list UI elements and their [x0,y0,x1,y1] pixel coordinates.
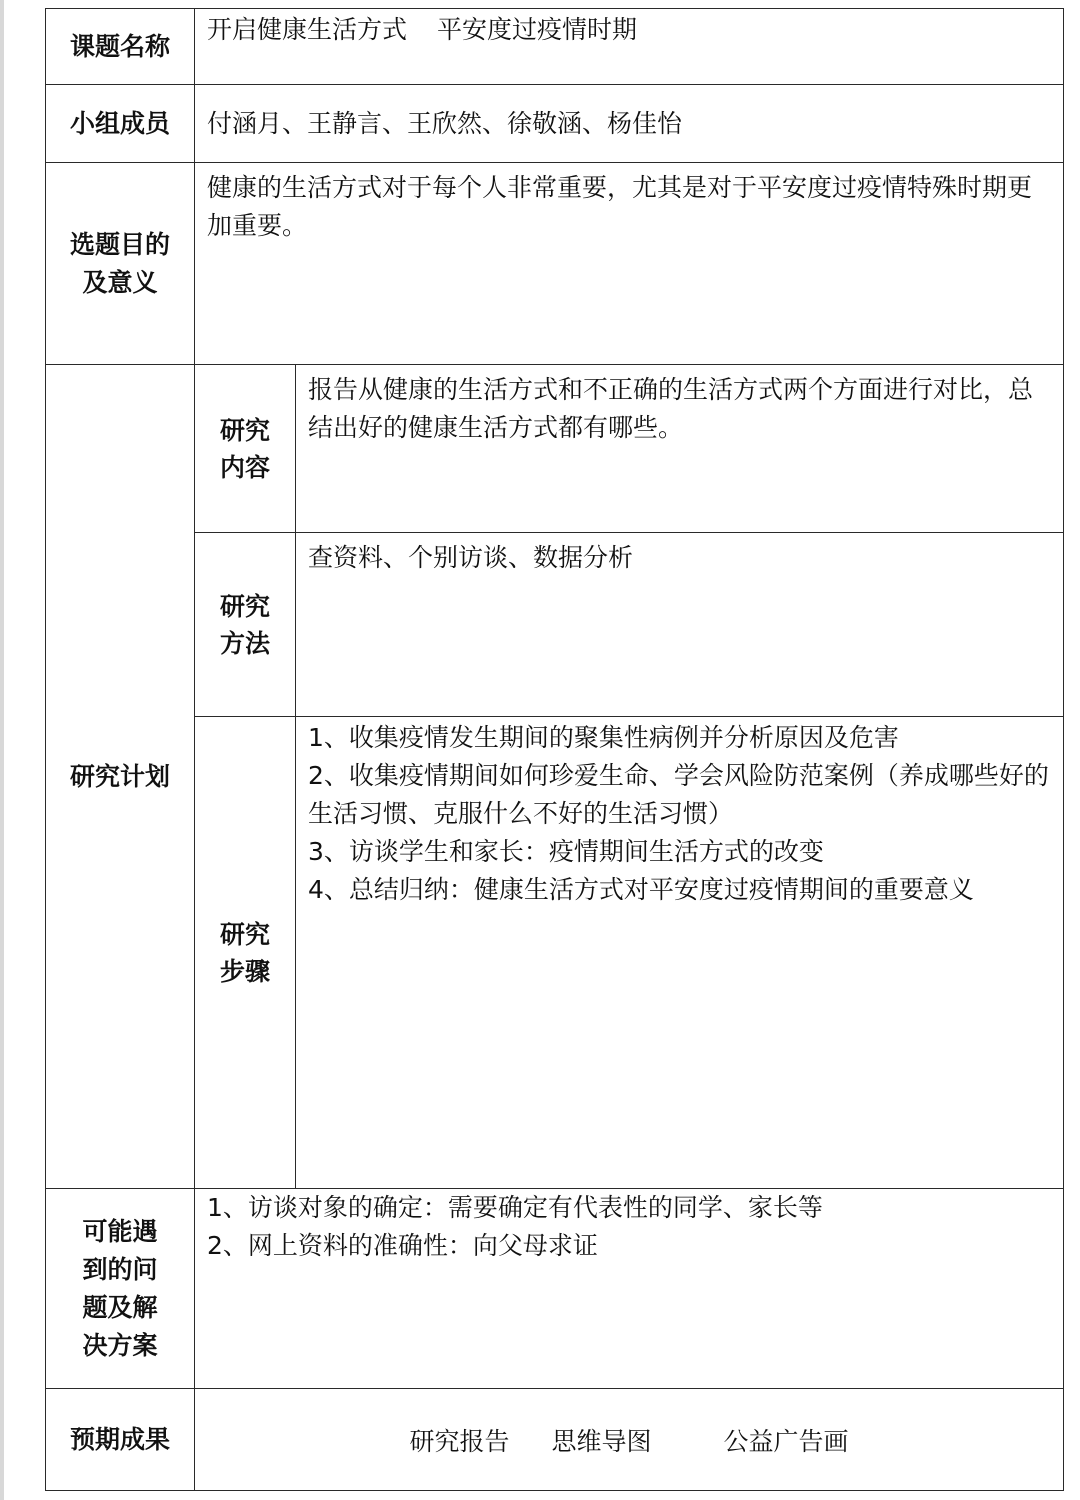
members-label-text: 小组成员 [69,108,170,138]
topic-value-cell [195,9,1064,85]
plan-method-row [46,533,1064,717]
steps-label-line2: 步骤 [219,956,270,986]
method-label-line1: 研究 [219,591,270,621]
method-value: 查资料、个别访谈、数据分析 [308,543,634,572]
purpose-value: 健康的生活方式对于每个人非常重要，尤其是对于平安度过疫情特殊时期更加重要。 [207,173,1033,240]
problems-item-2: 2、网上资料的准确性：向父母求证 [207,1231,598,1260]
problems-label-line1: 可能遇 [82,1216,158,1246]
method-label-line2: 方法 [219,628,270,658]
steps-item-3: 3、访谈学生和家长：疫情期间生活方式的改变 [308,837,824,866]
content-value-cell [296,365,1064,533]
steps-item-4: 4、总结归纳：健康生活方式对平安度过疫情期间的重要意义 [308,875,974,904]
content-label-line2: 内容 [219,452,270,482]
problems-row [46,1189,1064,1389]
research-proposal-table [45,8,1064,1491]
problems-value-cell [195,1189,1064,1389]
topic-value-part2: 平安度过疫情时期 [437,15,638,44]
outcome-item-3: 公益广告画 [723,1426,849,1456]
topic-row [46,9,1064,85]
problems-item-1: 1、访谈对象的确定：需要确定有代表性的同学、家长等 [207,1193,823,1222]
method-value-cell [296,533,1064,717]
purpose-row [46,163,1064,365]
problems-label-line2: 到的问 [82,1254,158,1284]
outcomes-value-cell [195,1389,1064,1491]
plan-label-text: 研究计划 [69,761,170,791]
steps-item-2: 2、收集疫情期间如何珍爱生命、学会风险防范案例（养成哪些好的生活习惯、克服什么不好的生活习惯） [308,761,1049,828]
members-value: 付涵月、王静言、王欣然、徐敬涵、杨佳怡 [207,108,683,138]
problems-label-line3: 题及解 [82,1292,158,1322]
method-label [195,533,296,717]
outcome-item-1: 研究报告 [409,1426,510,1456]
topic-value-part1: 开启健康生活方式 [207,15,408,44]
plan-label [46,365,195,1189]
purpose-value-cell [195,163,1064,365]
outcomes-row [46,1389,1064,1491]
purpose-label-line1: 选题目的 [69,229,170,259]
members-row [46,85,1064,163]
topic-label-text: 课题名称 [69,31,170,61]
content-value: 报告从健康的生活方式和不正确的生活方式两个方面进行对比，总结出好的健康生活方式都有哪些。 [308,375,1034,442]
steps-label [195,717,296,1189]
steps-value-cell [296,717,1064,1189]
outcome-item-2: 思维导图 [551,1426,652,1456]
problems-label [46,1189,195,1389]
content-label [195,365,296,533]
members-label [46,85,195,163]
steps-label-line1: 研究 [219,919,270,949]
plan-content-row [46,365,1064,533]
topic-label [46,9,195,85]
outcomes-label-text: 预期成果 [69,1424,170,1454]
page-edge-shadow [0,0,4,1500]
purpose-label [46,163,195,365]
steps-item-1: 1、收集疫情发生期间的聚集性病例并分析原因及危害 [308,723,899,752]
problems-label-line4: 决方案 [82,1330,158,1360]
purpose-label-line2: 及意义 [82,267,158,297]
content-label-line1: 研究 [219,415,270,445]
plan-steps-row [46,717,1064,1189]
members-value-cell [195,85,1064,163]
outcomes-label [46,1389,195,1491]
